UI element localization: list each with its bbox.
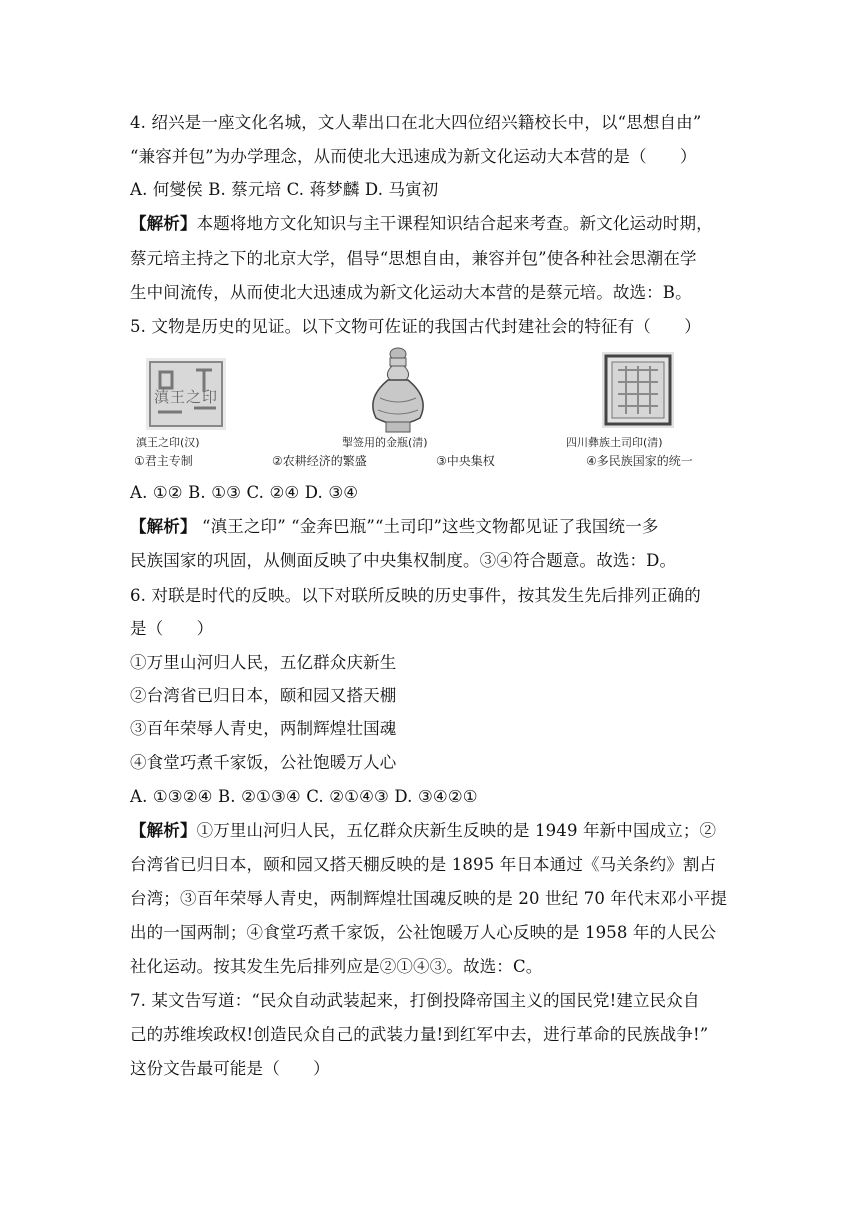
caption-golden-vase: 掣签用的金瓶(清) bbox=[342, 436, 428, 449]
q6-analysis-line3: 台湾；③百年荣辱人青史，两制辉煌壮国魂反映的是 20 世纪 70 年代末邓小平提 bbox=[130, 889, 727, 908]
option-item-3: ③中央集权 bbox=[436, 454, 495, 468]
q5-options: A. ①② B. ①③ C. ②④ D. ③④ bbox=[130, 483, 359, 502]
q6-analysis-line4: 出的一国两制；④食堂巧煮千家饭，公社饱暖万人心反映的是 1958 年的人民公 bbox=[130, 923, 717, 942]
analysis-text: “滇王之印” “金奔巴瓶”“土司印”这些文物都见证了我国统一多 bbox=[196, 517, 659, 536]
q5-artifacts-figure bbox=[130, 346, 730, 470]
q6-options: A. ①③②④ B. ②①③④ C. ②①④③ D. ③④②① bbox=[130, 787, 478, 806]
analysis-tag: 【解析】 bbox=[130, 821, 197, 840]
q4-stem-line2: “兼容并包”为办学理念，从而使北大迅速成为新文化运动大本营的是（ ） bbox=[130, 147, 697, 166]
analysis-text: ①万里山河归人民，五亿群众庆新生反映的是 1949 年新中国成立；② bbox=[196, 821, 717, 840]
q4-analysis-line2: 蔡元培主持之下的北京大学，倡导“思想自由，兼容并包”使各种社会思潮在学 bbox=[130, 249, 697, 268]
tusi-seal-image bbox=[602, 352, 674, 428]
caption-tusi-seal: 四川彝族土司印(清) bbox=[566, 436, 663, 449]
option-item-4: ④多民族国家的统一 bbox=[586, 454, 693, 468]
option-item-2: ②农耕经济的繁盛 bbox=[272, 454, 367, 468]
q6-analysis-line1 bbox=[130, 820, 730, 842]
q4-options: A. 何燮侯 B. 蔡元培 C. 蒋梦麟 D. 马寅初 bbox=[130, 180, 439, 199]
seal-glyph-text: 滇王之印 bbox=[153, 388, 219, 406]
q5-stem-line1: 5. 文物是历史的见证。以下文物可佐证的我国古代封建社会的特征有（ ） bbox=[130, 317, 701, 336]
q7-stem-line1: 7. 某文告写道：“民众自动武装起来，打倒投降帝国主义的国民党!建立民众自 bbox=[130, 991, 700, 1010]
q5-analysis-line1 bbox=[130, 516, 730, 538]
analysis-tag: 【解析】 bbox=[130, 214, 197, 233]
q4-stem-line1: 4. 绍兴是一座文化名城，文人辈出口在北大四位绍兴籍校长中，以“思想自由” bbox=[130, 113, 702, 132]
q7-stem-line3: 这份文告最可能是（ ） bbox=[130, 1059, 330, 1078]
q6-analysis-line2: 台湾省已归日本，颐和园又搭天棚反映的是 1895 年日本通过《马关条约》割占 bbox=[130, 855, 717, 874]
q4-analysis-line3: 生中间流传，从而使北大迅速成为新文化运动大本营的是蔡元培。故选：B。 bbox=[130, 283, 692, 302]
q6-item-2: ②台湾省已归日本，颐和园又搭天棚 bbox=[130, 686, 397, 705]
golden-vase-image bbox=[362, 346, 434, 436]
analysis-text: 本题将地方文化知识与主干课程知识结合起来考查。新文化运动时期， bbox=[196, 214, 713, 233]
dian-king-seal-image bbox=[146, 358, 226, 430]
analysis-tag: 【解析】 bbox=[130, 517, 197, 536]
q6-item-3: ③百年荣辱人青史，两制辉煌壮国魂 bbox=[130, 719, 397, 738]
q6-item-4: ④食堂巧煮千家饭，公社饱暖万人心 bbox=[130, 753, 397, 772]
q6-analysis-line5: 社化运动。按其发生先后排列应是②①④③。故选：C。 bbox=[130, 957, 543, 976]
q6-item-1: ①万里山河归人民，五亿群众庆新生 bbox=[130, 653, 397, 672]
option-item-1: ①君主专制 bbox=[134, 454, 193, 468]
caption-dian-seal: 滇王之印(汉) bbox=[136, 436, 200, 449]
q5-analysis-line2: 民族国家的巩固，从侧面反映了中央集权制度。③④符合题意。故选：D。 bbox=[130, 551, 677, 570]
q6-stem-line1: 6. 对联是时代的反映。以下对联所反映的历史事件，按其发生先后排列正确的 bbox=[130, 586, 701, 605]
q4-analysis-line1 bbox=[130, 213, 730, 235]
q6-stem-line2: 是（ ） bbox=[130, 619, 214, 638]
q7-stem-line2: 己的苏维埃政权!创造民众自己的武装力量!到红军中去，进行革命的民族战争!” bbox=[130, 1025, 709, 1044]
